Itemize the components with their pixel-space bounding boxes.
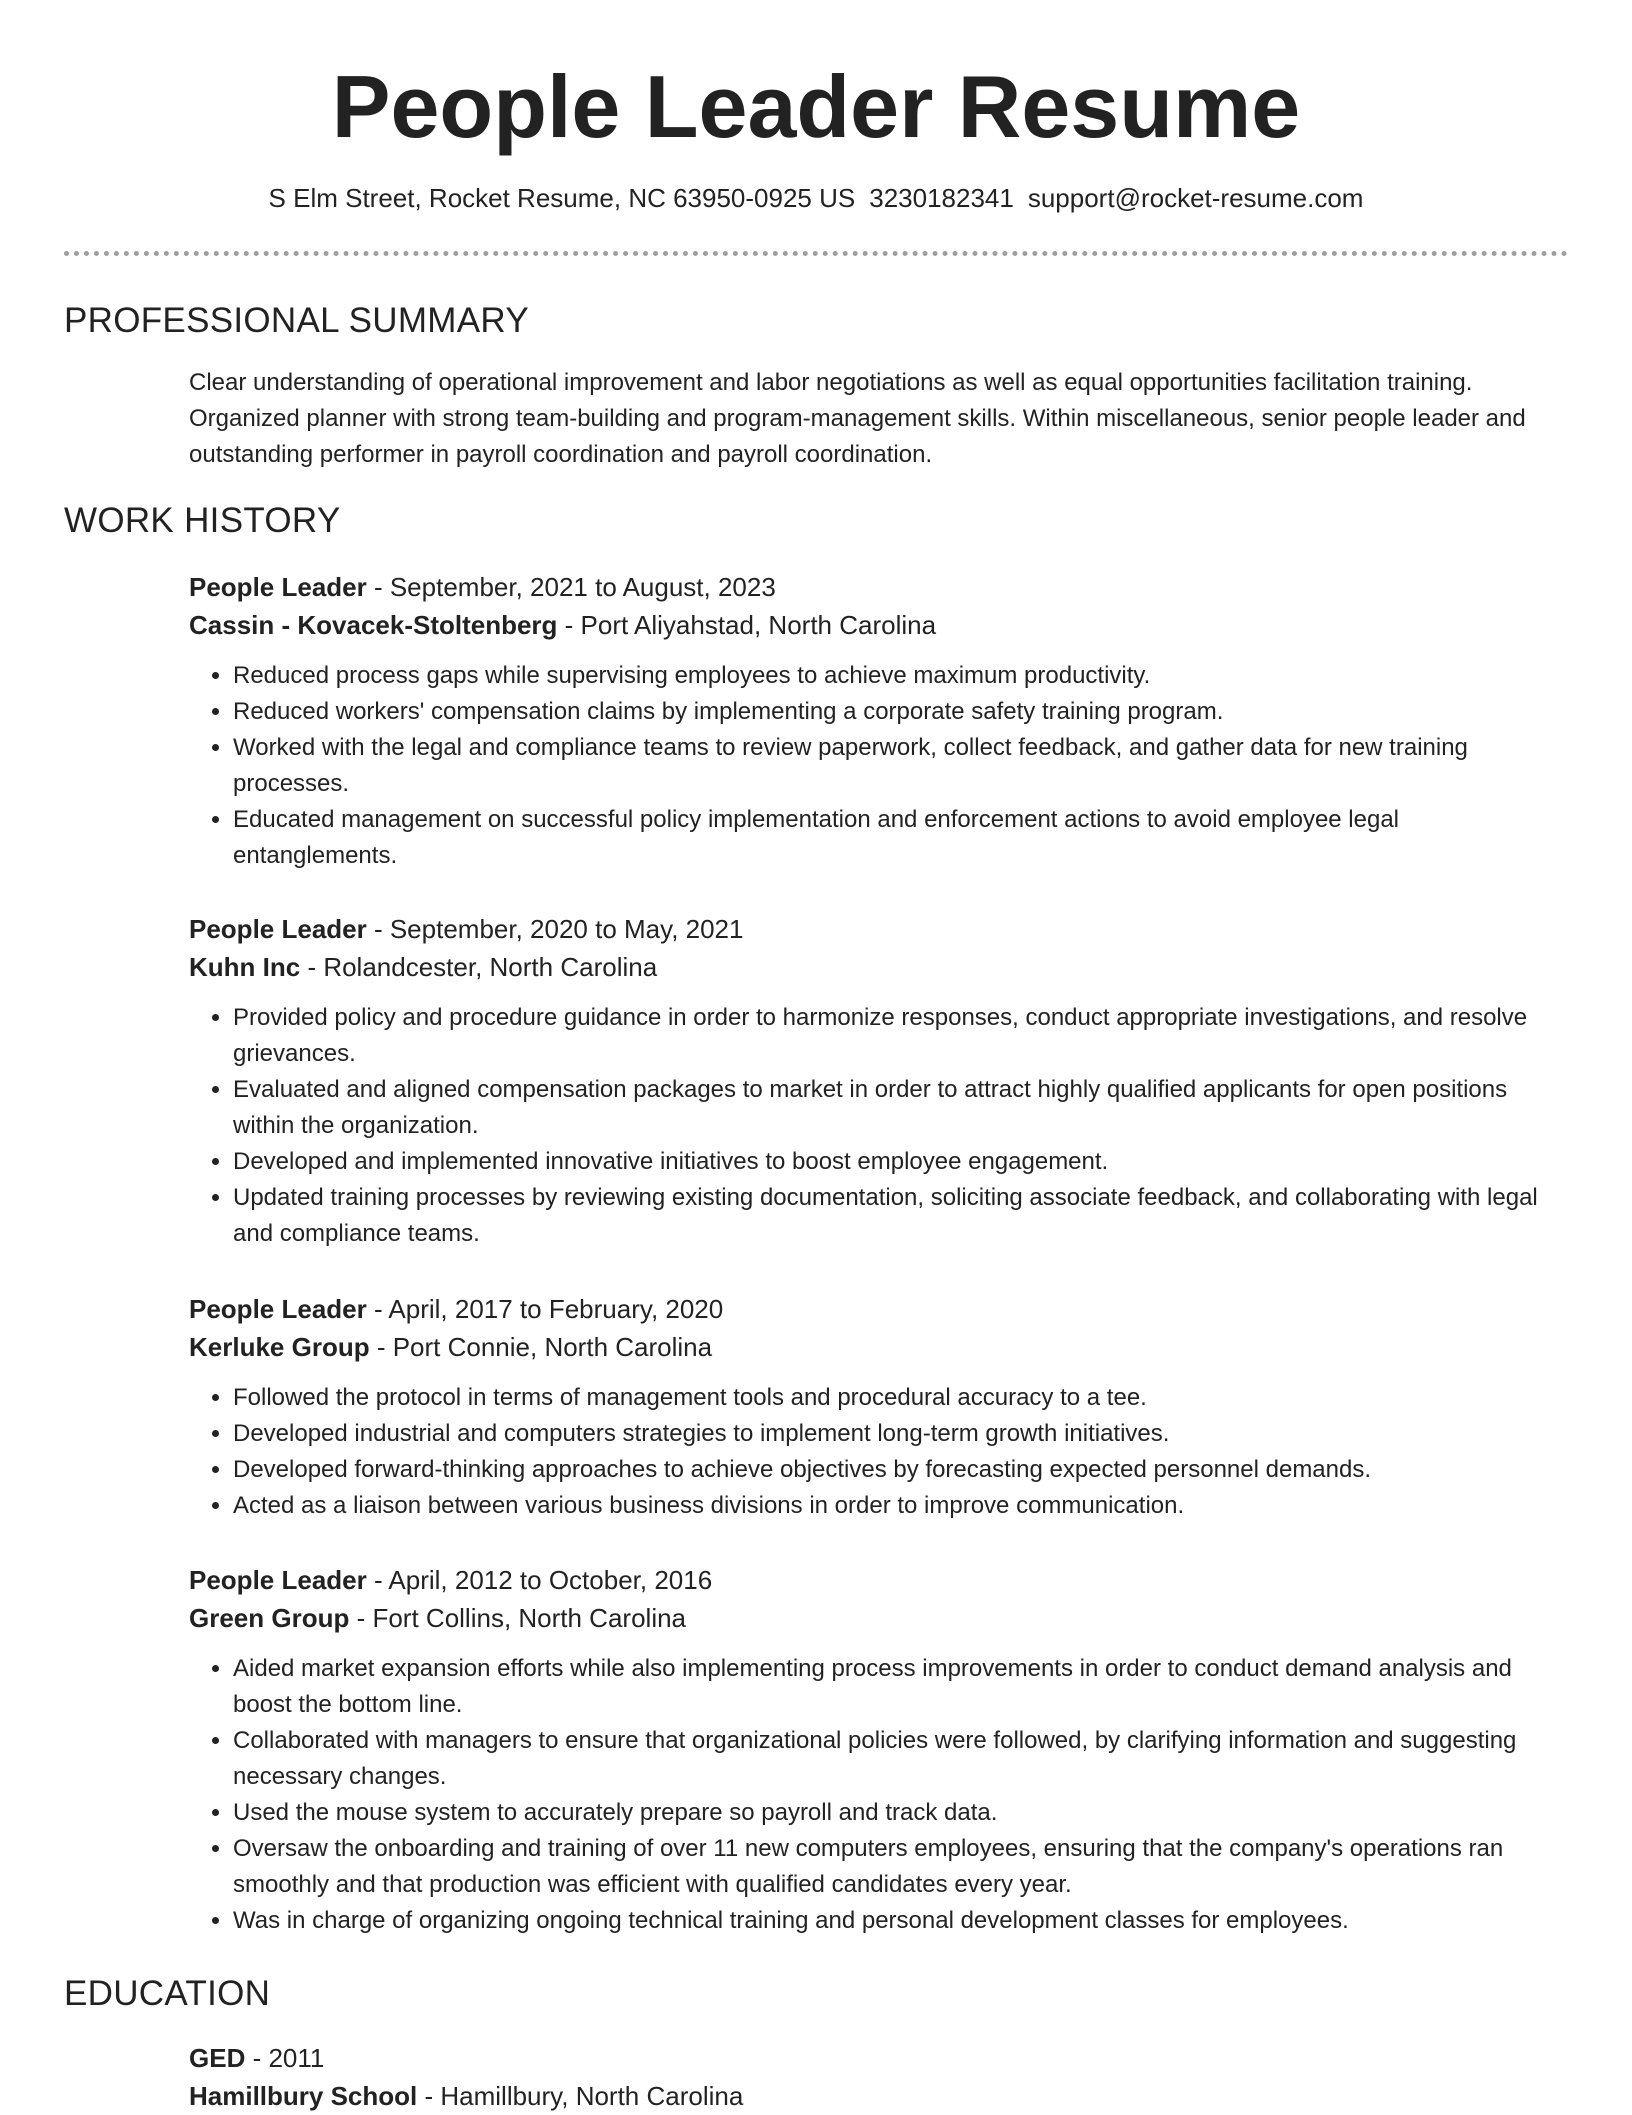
job-company: Kerluke Group <box>189 1332 370 1362</box>
job-location: - Port Aliyahstad, North Carolina <box>557 610 937 640</box>
job-dates: - April, 2017 to February, 2020 <box>366 1294 724 1324</box>
contact-line <box>0 180 1632 216</box>
education-heading: EDUCATION <box>64 1974 271 2013</box>
job-bullet: • Reduced process gaps while supervising employees to achieve maximum productivity. <box>233 658 1569 694</box>
education-entry <box>189 2039 1569 2115</box>
job-bullet: • Evaluated and aligned compensation packages to market in order to attract highly qualified applicants for open positions within the organization. <box>233 1072 1569 1144</box>
job-bullet: • Worked with the legal and compliance teams to review paperwork, collect feedback, and gather data for new training processes. <box>233 730 1569 802</box>
job-entry <box>189 1290 1569 1524</box>
job-location: - Port Connie, North Carolina <box>369 1332 713 1362</box>
job-title-line <box>189 910 1569 948</box>
job-entry <box>189 1561 1569 1939</box>
job-bullet: • Educated management on successful policy implementation and enforcement actions to avoid employee legal entanglements. <box>233 802 1569 874</box>
job-company-line <box>189 1599 1569 1637</box>
summary-heading: PROFESSIONAL SUMMARY <box>64 301 529 340</box>
job-bullets <box>189 658 1569 874</box>
job-dates: - April, 2012 to October, 2016 <box>366 1565 713 1595</box>
job-bullet: • Aided market expansion efforts while also implementing process improvements in order to conduct demand analysis and boost the bottom line. <box>233 1651 1569 1723</box>
job-bullet: • Provided policy and procedure guidance in order to harmonize responses, conduct appropriate investigations, and resolve grievances. <box>233 1000 1569 1072</box>
job-title: People Leader <box>189 914 367 944</box>
job-location: - Rolandcester, North Carolina <box>300 952 658 982</box>
job-dates: - September, 2020 to May, 2021 <box>366 914 744 944</box>
job-location: - Fort Collins, North Carolina <box>349 1603 687 1633</box>
education-school: Hamillbury School <box>189 2081 418 2111</box>
job-bullets <box>189 1000 1569 1252</box>
job-bullet: • Updated training processes by reviewing existing documentation, soliciting associate feedback, and collaborating with legal and compliance teams. <box>233 1180 1569 1252</box>
job-bullet: • Reduced workers' compensation claims by implementing a corporate safety training program. <box>233 694 1569 730</box>
contact-email: support@rocket-resume.com <box>1027 183 1364 213</box>
job-company-line <box>189 606 1569 644</box>
job-bullet: • Collaborated with managers to ensure that organizational policies were followed, by clarifying information and suggesting necessary changes. <box>233 1723 1569 1795</box>
job-bullet: • Developed and implemented innovative initiatives to boost employee engagement. <box>233 1144 1569 1180</box>
job-entry <box>189 910 1569 1252</box>
contact-address: S Elm Street, Rocket Resume, NC 63950-0925 US <box>268 183 856 213</box>
job-company: Cassin - Kovacek-Stoltenberg <box>189 610 558 640</box>
education-school-line <box>189 2077 1569 2115</box>
job-bullet: • Acted as a liaison between various business divisions in order to improve communication. <box>233 1488 1569 1524</box>
job-bullet: • Was in charge of organizing ongoing technical training and personal development classes for employees. <box>233 1903 1569 1939</box>
job-dates: - September, 2021 to August, 2023 <box>366 572 776 602</box>
job-title-line <box>189 1290 1569 1328</box>
education-location: - Hamillbury, North Carolina <box>417 2081 744 2111</box>
education-degree: GED <box>189 2043 246 2073</box>
work-history-heading: WORK HISTORY <box>64 501 341 540</box>
job-bullet: • Developed forward-thinking approaches to achieve objectives by forecasting expected personnel demands. <box>233 1452 1569 1488</box>
resume-title: People Leader Resume <box>331 57 1301 156</box>
job-company-line <box>189 948 1569 986</box>
job-company: Kuhn Inc <box>189 952 301 982</box>
job-bullets <box>189 1651 1569 1939</box>
job-title: People Leader <box>189 1565 367 1595</box>
job-company-line <box>189 1328 1569 1366</box>
job-title: People Leader <box>189 572 367 602</box>
header-divider <box>64 251 1568 256</box>
job-bullet: • Oversaw the onboarding and training of over 11 new computers employees, ensuring that the company's operations ran smoothly and that production was efficient with qualified candidates every year. <box>233 1831 1569 1903</box>
job-title-line <box>189 568 1569 606</box>
job-company: Green Group <box>189 1603 350 1633</box>
education-degree-line <box>189 2039 1569 2077</box>
job-bullet: • Developed industrial and computers strategies to implement long-term growth initiatives. <box>233 1416 1569 1452</box>
contact-phone: 3230182341 <box>869 183 1014 213</box>
job-entry <box>189 568 1569 874</box>
education-year: - 2011 <box>245 2043 325 2073</box>
job-title: People Leader <box>189 1294 367 1324</box>
job-bullet: • Used the mouse system to accurately prepare so payroll and track data. <box>233 1795 1569 1831</box>
summary-text: Clear understanding of operational improvement and labor negotiations as well as equal opportunities facilitation training. Organized planner with strong team-building and program-management skills. Within miscellaneous, senior people leader and outstanding performer in payroll coordination and payroll coordination. <box>189 369 1526 468</box>
job-bullets <box>189 1380 1569 1524</box>
job-title-line <box>189 1561 1569 1599</box>
job-bullet: • Followed the protocol in terms of management tools and procedural accuracy to a tee. <box>233 1380 1569 1416</box>
